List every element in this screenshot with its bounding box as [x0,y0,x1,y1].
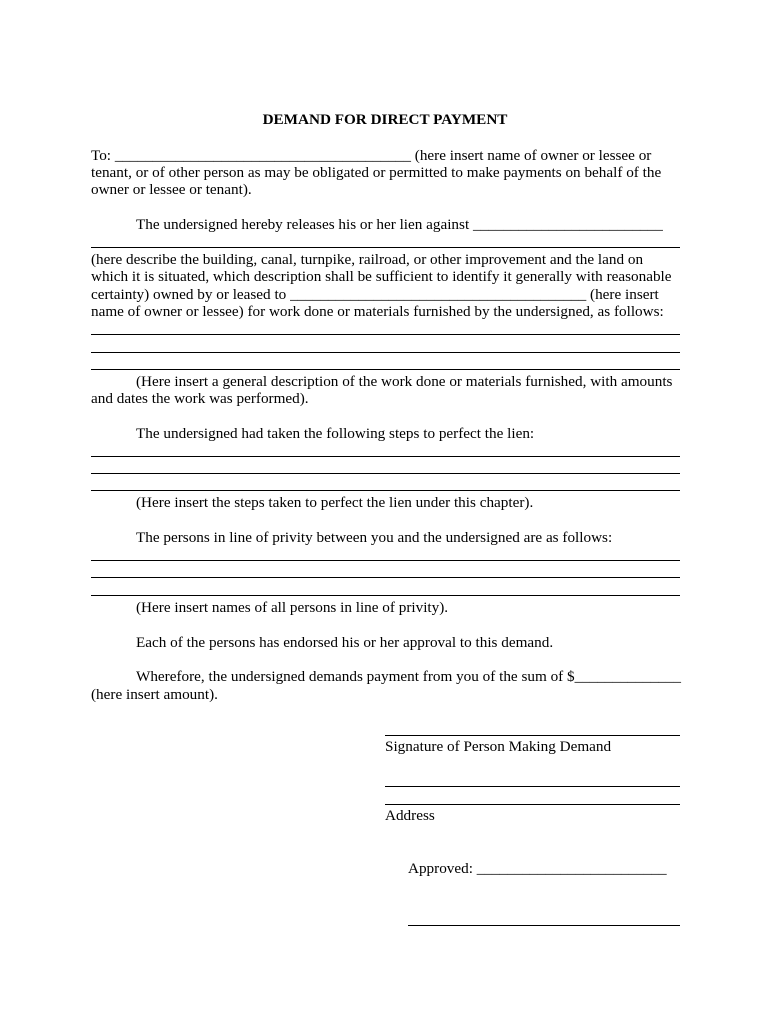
signature-label: Signature of Person Making Demand [385,738,612,755]
wherefore-line-2: (here insert amount). [91,686,218,703]
to-line [91,147,651,165]
to-label: To: [91,147,112,164]
steps-blank-line[interactable] [91,456,680,457]
describe-line-3 [91,286,659,304]
signature-line[interactable] [385,735,680,736]
owner-lessee-blank[interactable]: _______________________________________ [290,286,587,303]
approval-signature-line[interactable] [408,925,680,926]
approved-label: Approved: [408,860,473,877]
owner-instruction: (here insert [590,286,659,303]
wherefore-line-1 [136,668,681,686]
address-line[interactable] [385,786,680,787]
privity-note: (Here insert names of all persons in line of privity). [136,599,449,616]
endorsed-text: Each of the persons has endorsed his or her approval to this demand. [136,634,554,651]
work-desc-line-1: (Here insert a general description of the work done or materials furnished, with amounts [136,373,673,390]
release-text: The undersigned hereby releases his or her lien against [136,216,470,233]
privity-blank-line[interactable] [91,560,680,561]
steps-blank-line[interactable] [91,473,680,474]
work-blank-line[interactable] [91,352,680,353]
work-blank-line[interactable] [91,369,680,370]
steps-note: (Here insert the steps taken to perfect the lien under this chapter). [136,494,534,511]
to-name-blank[interactable]: _______________________________________ [114,147,411,164]
amount-blank[interactable]: ______________ [574,668,681,685]
owned-by-text: certainty) owned by or leased to [91,286,287,303]
release-line [136,216,663,234]
address-line[interactable] [385,804,680,805]
approved-line [408,860,667,878]
describe-line-1: (here describe the building, canal, turnpike, railroad, or other improvement and the land on [91,251,644,268]
approved-blank[interactable]: _________________________ [476,860,667,877]
page-title: DEMAND FOR DIRECT PAYMENT [262,111,508,128]
privity-blank-line[interactable] [91,595,680,596]
to-line-2: tenant, or of other person as may be obligated or permitted to make payments on behalf of the [91,164,662,181]
describe-line-4: name of owner or lessee) for work done or materials furnished by the undersigned, as follows: [91,303,664,320]
work-blank-line[interactable] [91,334,680,335]
privity-blank-line[interactable] [91,577,680,578]
work-desc-line-2: and dates the work was performed). [91,390,309,407]
to-line-3: owner or lessee or tenant). [91,181,252,198]
lien-against-blank[interactable]: _________________________ [472,216,663,233]
wherefore-text: Wherefore, the undersigned demands payment from you of the sum of $ [136,668,575,685]
address-label: Address [385,807,435,824]
improvement-blank-line[interactable] [91,247,680,248]
privity-intro: The persons in line of privity between you and the undersigned are as follows: [136,529,613,546]
describe-line-2: which it is situated, which description shall be sufficient to identify it generally with reasonable [91,268,672,285]
steps-blank-line[interactable] [91,490,680,491]
steps-intro: The undersigned had taken the following steps to perfect the lien: [136,425,535,442]
to-instruction: (here insert name of owner or lessee or [414,147,652,164]
